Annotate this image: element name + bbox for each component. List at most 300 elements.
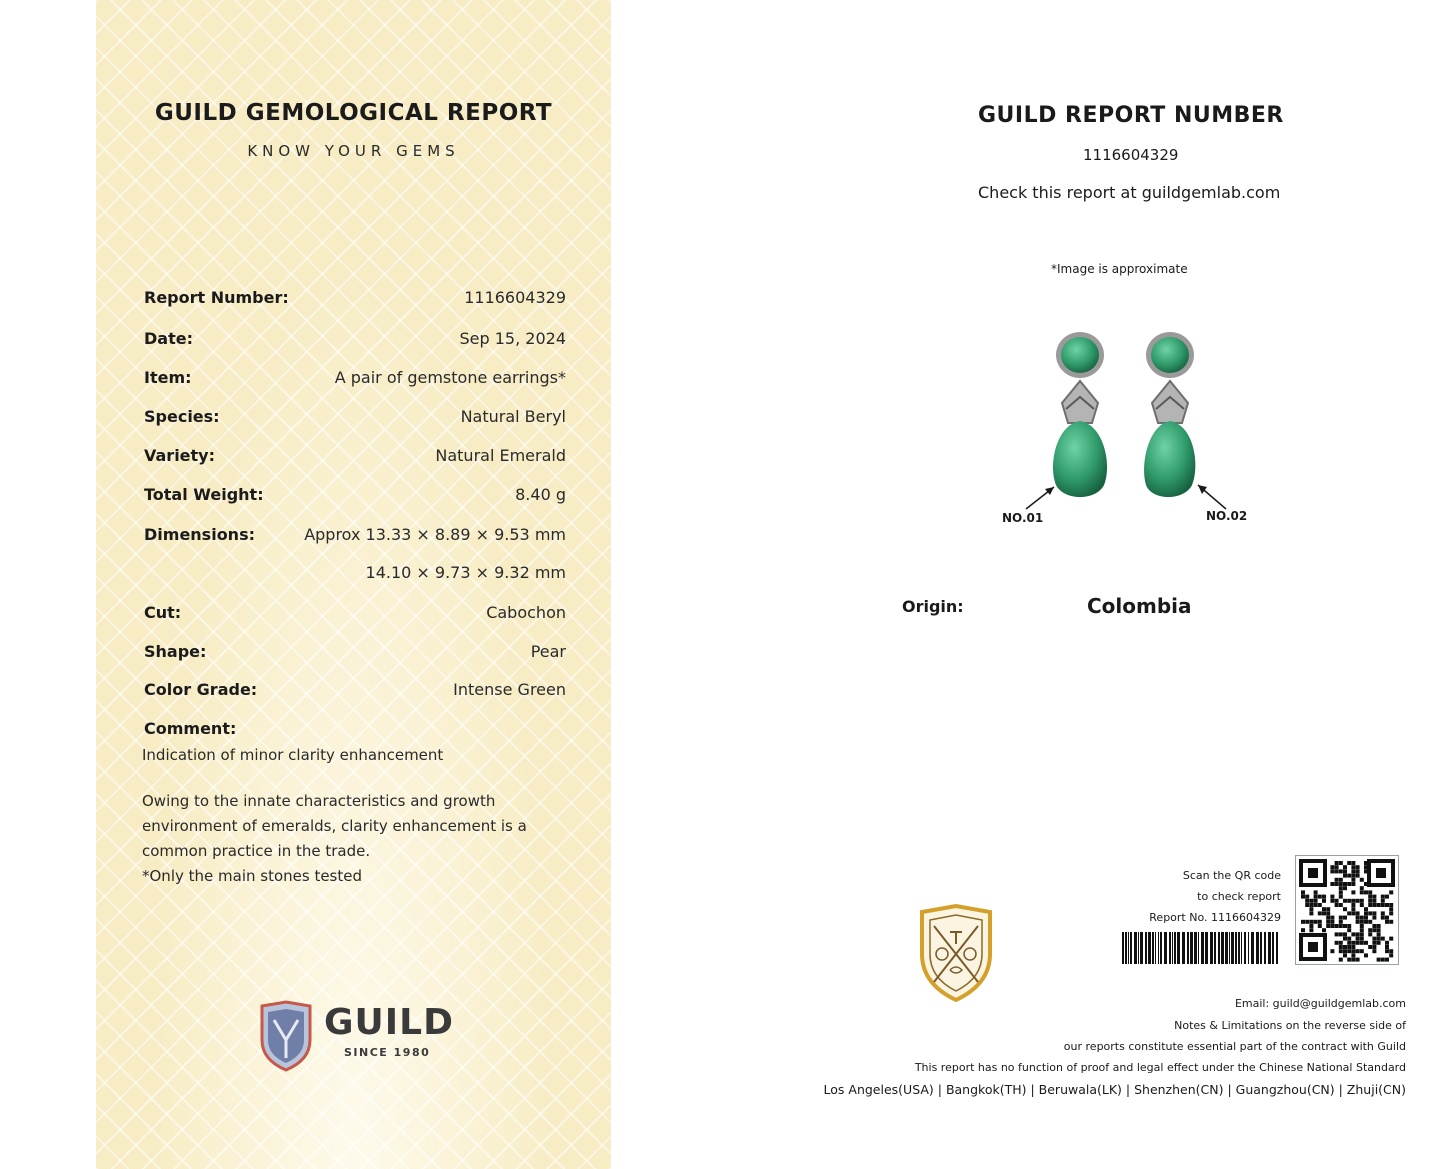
qr-module — [1377, 937, 1381, 941]
barcode-bar — [1172, 932, 1173, 964]
barcode-bar — [1122, 932, 1124, 964]
qr-module — [1318, 903, 1322, 907]
qr-module — [1356, 920, 1360, 924]
qr-module — [1377, 958, 1381, 962]
qr-module — [1368, 920, 1372, 924]
qr-module — [1343, 932, 1347, 936]
qr-module — [1351, 953, 1355, 957]
qr-module — [1347, 861, 1351, 865]
qr-module — [1368, 895, 1372, 899]
qr-module — [1305, 895, 1309, 899]
qr-module — [1339, 886, 1343, 890]
qr-module — [1343, 882, 1347, 886]
field-value: A pair of gemstone earrings* — [334, 368, 566, 387]
earring-left — [1053, 332, 1107, 497]
barcode-bar — [1229, 932, 1230, 964]
qr-module — [1360, 890, 1364, 894]
qr-module — [1368, 903, 1372, 907]
qr-module — [1343, 899, 1347, 903]
field-total-weight — [144, 485, 566, 509]
qr-module — [1381, 958, 1385, 962]
qr-module — [1326, 916, 1330, 920]
qr-module — [1351, 941, 1355, 945]
qr-module — [1309, 920, 1313, 924]
qr-module — [1305, 903, 1309, 907]
qr-module — [1389, 920, 1393, 924]
qr-module — [1343, 874, 1347, 878]
barcode-bar — [1134, 932, 1137, 964]
field-item — [144, 368, 566, 392]
qr-module — [1309, 928, 1313, 932]
field-label: Species: — [144, 407, 220, 426]
barcode-bar — [1187, 932, 1189, 964]
qr-module — [1351, 899, 1355, 903]
qr-module — [1339, 861, 1343, 865]
qr-module — [1364, 953, 1368, 957]
qr-module — [1385, 895, 1389, 899]
qr-module — [1360, 878, 1364, 882]
qr-module — [1385, 941, 1389, 945]
report-number: 1116604329 — [1083, 146, 1179, 164]
logo-since: SINCE 1980 — [344, 1046, 431, 1059]
qr-module — [1372, 937, 1376, 941]
report-title: GUILD GEMOLOGICAL REPORT — [154, 100, 553, 126]
qr-module — [1377, 903, 1381, 907]
qr-module — [1339, 916, 1343, 920]
qr-module — [1356, 865, 1360, 869]
qr-module — [1360, 920, 1364, 924]
qr-module — [1326, 911, 1330, 915]
qr-module — [1301, 920, 1305, 924]
qr-module — [1347, 911, 1351, 915]
qr-module — [1389, 949, 1393, 953]
barcode-bar — [1221, 932, 1224, 964]
qr-module — [1360, 916, 1364, 920]
qr-module — [1356, 899, 1360, 903]
qr-module — [1309, 903, 1313, 907]
field-label: Date: — [144, 329, 193, 348]
qr-module — [1351, 861, 1355, 865]
qr-module — [1335, 932, 1339, 936]
qr-module — [1343, 953, 1347, 957]
qr-module — [1330, 865, 1334, 869]
qr-module — [1368, 890, 1372, 894]
qr-module — [1360, 932, 1364, 936]
qr-module — [1343, 865, 1347, 869]
qr-module — [1351, 890, 1355, 894]
qr-module — [1339, 895, 1343, 899]
qr-module — [1347, 937, 1351, 941]
qr-module — [1356, 949, 1360, 953]
qr-module — [1347, 882, 1351, 886]
barcode-bar — [1241, 932, 1242, 964]
qr-module — [1360, 899, 1364, 903]
certificate-card — [96, 0, 611, 1169]
qr-module — [1318, 920, 1322, 924]
qr-module — [1347, 945, 1351, 949]
qr-module — [1360, 937, 1364, 941]
qr-module — [1372, 945, 1376, 949]
barcode-bar — [1218, 932, 1220, 964]
qr-module — [1351, 945, 1355, 949]
qr-module — [1335, 941, 1339, 945]
qr-scan-text: Scan the QR code — [1182, 869, 1281, 882]
qr-module — [1314, 895, 1318, 899]
field-value: Pear — [530, 642, 566, 661]
field-value: Approx 13.33 × 8.89 × 9.53 mm — [304, 525, 566, 544]
qr-module — [1335, 899, 1339, 903]
qr-module — [1368, 899, 1372, 903]
qr-module — [1335, 861, 1339, 865]
qr-module — [1351, 882, 1355, 886]
barcode-bar — [1174, 932, 1176, 964]
qr-module — [1322, 895, 1326, 899]
qr-module — [1364, 916, 1368, 920]
barcode-bar — [1164, 932, 1167, 964]
note-line: common practice in the trade. — [142, 842, 371, 860]
qr-module — [1372, 911, 1376, 915]
field-color-grade — [144, 680, 566, 704]
earring-right — [1144, 332, 1195, 497]
field-date — [144, 329, 566, 353]
barcode-bar — [1128, 932, 1129, 964]
field-value: Intense Green — [453, 680, 566, 699]
qr-module — [1335, 869, 1339, 873]
qr-module — [1360, 903, 1364, 907]
qr-module — [1335, 865, 1339, 869]
barcode-bar — [1130, 932, 1132, 964]
qr-module — [1372, 928, 1376, 932]
qr-module — [1335, 903, 1339, 907]
qr-module — [1356, 958, 1360, 962]
qr-module — [1372, 903, 1376, 907]
qr-module — [1339, 882, 1343, 886]
qr-module — [1372, 899, 1376, 903]
comment-text: Indication of minor clarity enhancement — [142, 746, 444, 764]
barcode-bar — [1214, 932, 1216, 964]
qr-report-no-text: Report No. 1116604329 — [1149, 911, 1281, 924]
qr-module — [1356, 874, 1360, 878]
note-line: environment of emeralds, clarity enhancement is a — [142, 817, 527, 835]
qr-module — [1351, 958, 1355, 962]
qr-module — [1301, 895, 1305, 899]
qr-module — [1343, 949, 1347, 953]
qr-module — [1360, 949, 1364, 953]
note-line: *Only the main stones tested — [142, 867, 363, 885]
note-line: Owing to the innate characteristics and growth — [142, 792, 496, 810]
field-report-number — [144, 288, 566, 312]
field-value: Sep 15, 2024 — [459, 329, 566, 348]
qr-module — [1335, 924, 1339, 928]
qr-module — [1368, 928, 1372, 932]
qr-check-text: to check report — [1197, 890, 1281, 903]
qr-module — [1305, 920, 1309, 924]
barcode-bar — [1205, 932, 1208, 964]
qr-module — [1314, 890, 1318, 894]
qr-module — [1385, 920, 1389, 924]
field-value: 14.10 × 9.73 × 9.32 mm — [365, 563, 566, 582]
qr-module — [1360, 928, 1364, 932]
field-value: Natural Emerald — [435, 446, 566, 465]
qr-module — [1351, 903, 1355, 907]
qr-module — [1322, 928, 1326, 932]
logo-wordmark: GUILD — [324, 1002, 454, 1043]
barcode-bar — [1201, 932, 1204, 964]
footer-line: our reports constitute essential part of the contract with Guild — [1063, 1040, 1406, 1053]
barcode-bar — [1264, 932, 1266, 964]
origin-label: Origin: — [902, 597, 964, 616]
comment-label: Comment: — [144, 719, 237, 738]
barcode-bar — [1190, 932, 1193, 964]
check-report-text: Check this report at guildgemlab.com — [978, 183, 1281, 202]
guild-logo — [258, 996, 458, 1076]
field-label: Shape: — [144, 642, 207, 661]
qr-module — [1364, 941, 1368, 945]
crest-seal-icon — [916, 904, 996, 1004]
qr-module — [1339, 924, 1343, 928]
field-shape — [144, 642, 566, 666]
qr-module — [1372, 941, 1376, 945]
qr-module — [1351, 869, 1355, 873]
stone-label-no02: NO.02 — [1206, 509, 1248, 523]
qr-module — [1364, 907, 1368, 911]
qr-module — [1330, 920, 1334, 924]
qr-module — [1385, 949, 1389, 953]
guild-shield-icon — [258, 1000, 314, 1072]
qr-module — [1385, 916, 1389, 920]
barcode-bar — [1256, 932, 1259, 964]
qr-module — [1343, 924, 1347, 928]
qr-module — [1389, 907, 1393, 911]
qr-module — [1372, 949, 1376, 953]
qr-module — [1356, 911, 1360, 915]
qr-module — [1347, 899, 1351, 903]
field-variety — [144, 446, 566, 470]
qr-module — [1326, 920, 1330, 924]
barcode-bar — [1251, 932, 1254, 964]
barcode-bar — [1238, 932, 1240, 964]
qr-module — [1356, 869, 1360, 873]
qr-module — [1301, 890, 1305, 894]
qr-module — [1322, 899, 1326, 903]
qr-module — [1368, 945, 1372, 949]
qr-module — [1364, 911, 1368, 915]
field-label: Item: — [144, 368, 192, 387]
qr-module — [1389, 937, 1393, 941]
field-value: Cabochon — [486, 603, 566, 622]
qr-module — [1381, 911, 1385, 915]
qr-module — [1351, 874, 1355, 878]
field-label: Cut: — [144, 603, 182, 622]
qr-module — [1389, 911, 1393, 915]
qr-module — [1389, 953, 1393, 957]
qr-module — [1322, 907, 1326, 911]
qr-module — [1305, 899, 1309, 903]
qr-module — [1351, 865, 1355, 869]
barcode-bar — [1138, 932, 1139, 964]
barcode-bar — [1268, 932, 1271, 964]
guild-report-number-title: GUILD REPORT NUMBER — [978, 103, 1284, 128]
qr-module — [1356, 916, 1360, 920]
qr-module — [1339, 932, 1343, 936]
qr-module — [1351, 932, 1355, 936]
barcode-bar — [1248, 932, 1249, 964]
earrings-image — [996, 325, 1256, 535]
qr-module — [1347, 958, 1351, 962]
qr-module — [1377, 932, 1381, 936]
qr-module — [1381, 903, 1385, 907]
barcode-bar — [1155, 932, 1156, 964]
qr-module — [1314, 903, 1318, 907]
barcode-bar — [1225, 932, 1228, 964]
field-value: Natural Beryl — [460, 407, 566, 426]
qr-module — [1339, 878, 1343, 882]
qr-module — [1381, 916, 1385, 920]
barcode-bar — [1182, 932, 1185, 964]
qr-module — [1309, 924, 1313, 928]
comment-heading — [144, 719, 566, 743]
qr-module — [1372, 916, 1376, 920]
qr-module — [1343, 907, 1347, 911]
qr-module — [1309, 899, 1313, 903]
qr-module — [1330, 882, 1334, 886]
barcode-bar — [1235, 932, 1237, 964]
qr-module — [1347, 941, 1351, 945]
qr-module — [1364, 890, 1368, 894]
report-tagline: KNOW YOUR GEMS — [247, 142, 460, 160]
qr-module — [1318, 924, 1322, 928]
footer-line: This report has no function of proof and legal effect under the Chinese National Standard — [914, 1061, 1406, 1074]
qr-module — [1301, 928, 1305, 932]
qr-module — [1330, 895, 1334, 899]
qr-module — [1330, 899, 1334, 903]
qr-module — [1347, 924, 1351, 928]
qr-module — [1385, 958, 1389, 962]
field-label: Variety: — [144, 446, 216, 465]
field-label: Total Weight: — [144, 485, 264, 504]
origin-value: Colombia — [1087, 594, 1192, 618]
qr-module — [1343, 916, 1347, 920]
barcode-bar — [1244, 932, 1246, 964]
qr-module — [1339, 945, 1343, 949]
qr-module — [1351, 949, 1355, 953]
qr-module — [1385, 945, 1389, 949]
qr-module — [1356, 937, 1360, 941]
qr-module — [1309, 907, 1313, 911]
qr-module — [1347, 874, 1351, 878]
field-label: Dimensions: — [144, 525, 255, 544]
qr-module — [1339, 949, 1343, 953]
footer-locations: Los Angeles(USA) | Bangkok(TH) | Beruwala(LK) | Shenzhen(CN) | Guangzhou(CN) | Zhuji(CN) — [823, 1082, 1406, 1097]
qr-module — [1343, 937, 1347, 941]
qr-module — [1339, 920, 1343, 924]
qr-module — [1381, 937, 1385, 941]
barcode-bar — [1158, 932, 1159, 964]
barcode-bar — [1125, 932, 1127, 964]
barcode-bar — [1260, 932, 1262, 964]
qr-module — [1330, 916, 1334, 920]
qr-module — [1356, 932, 1360, 936]
qr-module — [1368, 911, 1372, 915]
qr-module — [1372, 895, 1376, 899]
qr-module — [1322, 911, 1326, 915]
barcode-bar — [1177, 932, 1180, 964]
footer-email: Email: guild@guildgemlab.com — [1234, 997, 1406, 1010]
field-label: Report Number: — [144, 288, 289, 307]
barcode-bar — [1194, 932, 1197, 964]
qr-module — [1351, 907, 1355, 911]
field-species — [144, 407, 566, 431]
qr-module — [1326, 907, 1330, 911]
field-value: 1116604329 — [464, 288, 566, 307]
barcode-bar — [1231, 932, 1234, 964]
qr-module — [1377, 941, 1381, 945]
qr-module — [1347, 949, 1351, 953]
qr-module — [1339, 958, 1343, 962]
qr-module — [1335, 882, 1339, 886]
qr-module — [1318, 911, 1322, 915]
qr-module — [1389, 903, 1393, 907]
qr-module — [1318, 895, 1322, 899]
qr-module — [1351, 878, 1355, 882]
qr-module — [1377, 924, 1381, 928]
barcode-bar — [1210, 932, 1213, 964]
qr-module — [1314, 920, 1318, 924]
field-label: Color Grade: — [144, 680, 258, 699]
barcode-bar — [1276, 932, 1278, 964]
barcode-bar — [1148, 932, 1151, 964]
barcode-bar — [1160, 932, 1162, 964]
qr-module — [1339, 869, 1343, 873]
barcode-bar — [1145, 932, 1147, 964]
qr-module — [1335, 878, 1339, 882]
field-value: 8.40 g — [515, 485, 566, 504]
qr-module — [1339, 903, 1343, 907]
barcode-bar — [1140, 932, 1143, 964]
qr-module — [1330, 924, 1334, 928]
qr-module — [1356, 941, 1360, 945]
footer-line: Notes & Limitations on the reverse side of — [1174, 1019, 1406, 1032]
qr-module — [1368, 932, 1372, 936]
qr-module — [1330, 869, 1334, 873]
qr-module — [1372, 924, 1376, 928]
image-approximate-note: *Image is approximate — [1051, 262, 1188, 276]
barcode-bar — [1152, 932, 1154, 964]
qr-module — [1330, 949, 1334, 953]
qr-module — [1326, 924, 1330, 928]
qr-module — [1339, 890, 1343, 894]
qr-module — [1347, 928, 1351, 932]
stone-label-no01: NO.01 — [1002, 511, 1044, 525]
barcode-icon — [1122, 932, 1282, 964]
qr-code-icon[interactable] — [1295, 855, 1399, 965]
qr-module — [1381, 899, 1385, 903]
barcode-bar — [1198, 932, 1199, 964]
qr-module — [1360, 941, 1364, 945]
qr-module — [1385, 903, 1389, 907]
qr-module — [1351, 911, 1355, 915]
qr-module — [1381, 895, 1385, 899]
qr-module — [1339, 941, 1343, 945]
qr-module — [1360, 886, 1364, 890]
qr-module — [1360, 924, 1364, 928]
barcode-bar — [1272, 932, 1274, 964]
field-cut — [144, 603, 566, 627]
qr-module — [1343, 886, 1347, 890]
qr-module — [1377, 928, 1381, 932]
qr-module — [1309, 911, 1313, 915]
field-dimensions — [144, 525, 566, 549]
